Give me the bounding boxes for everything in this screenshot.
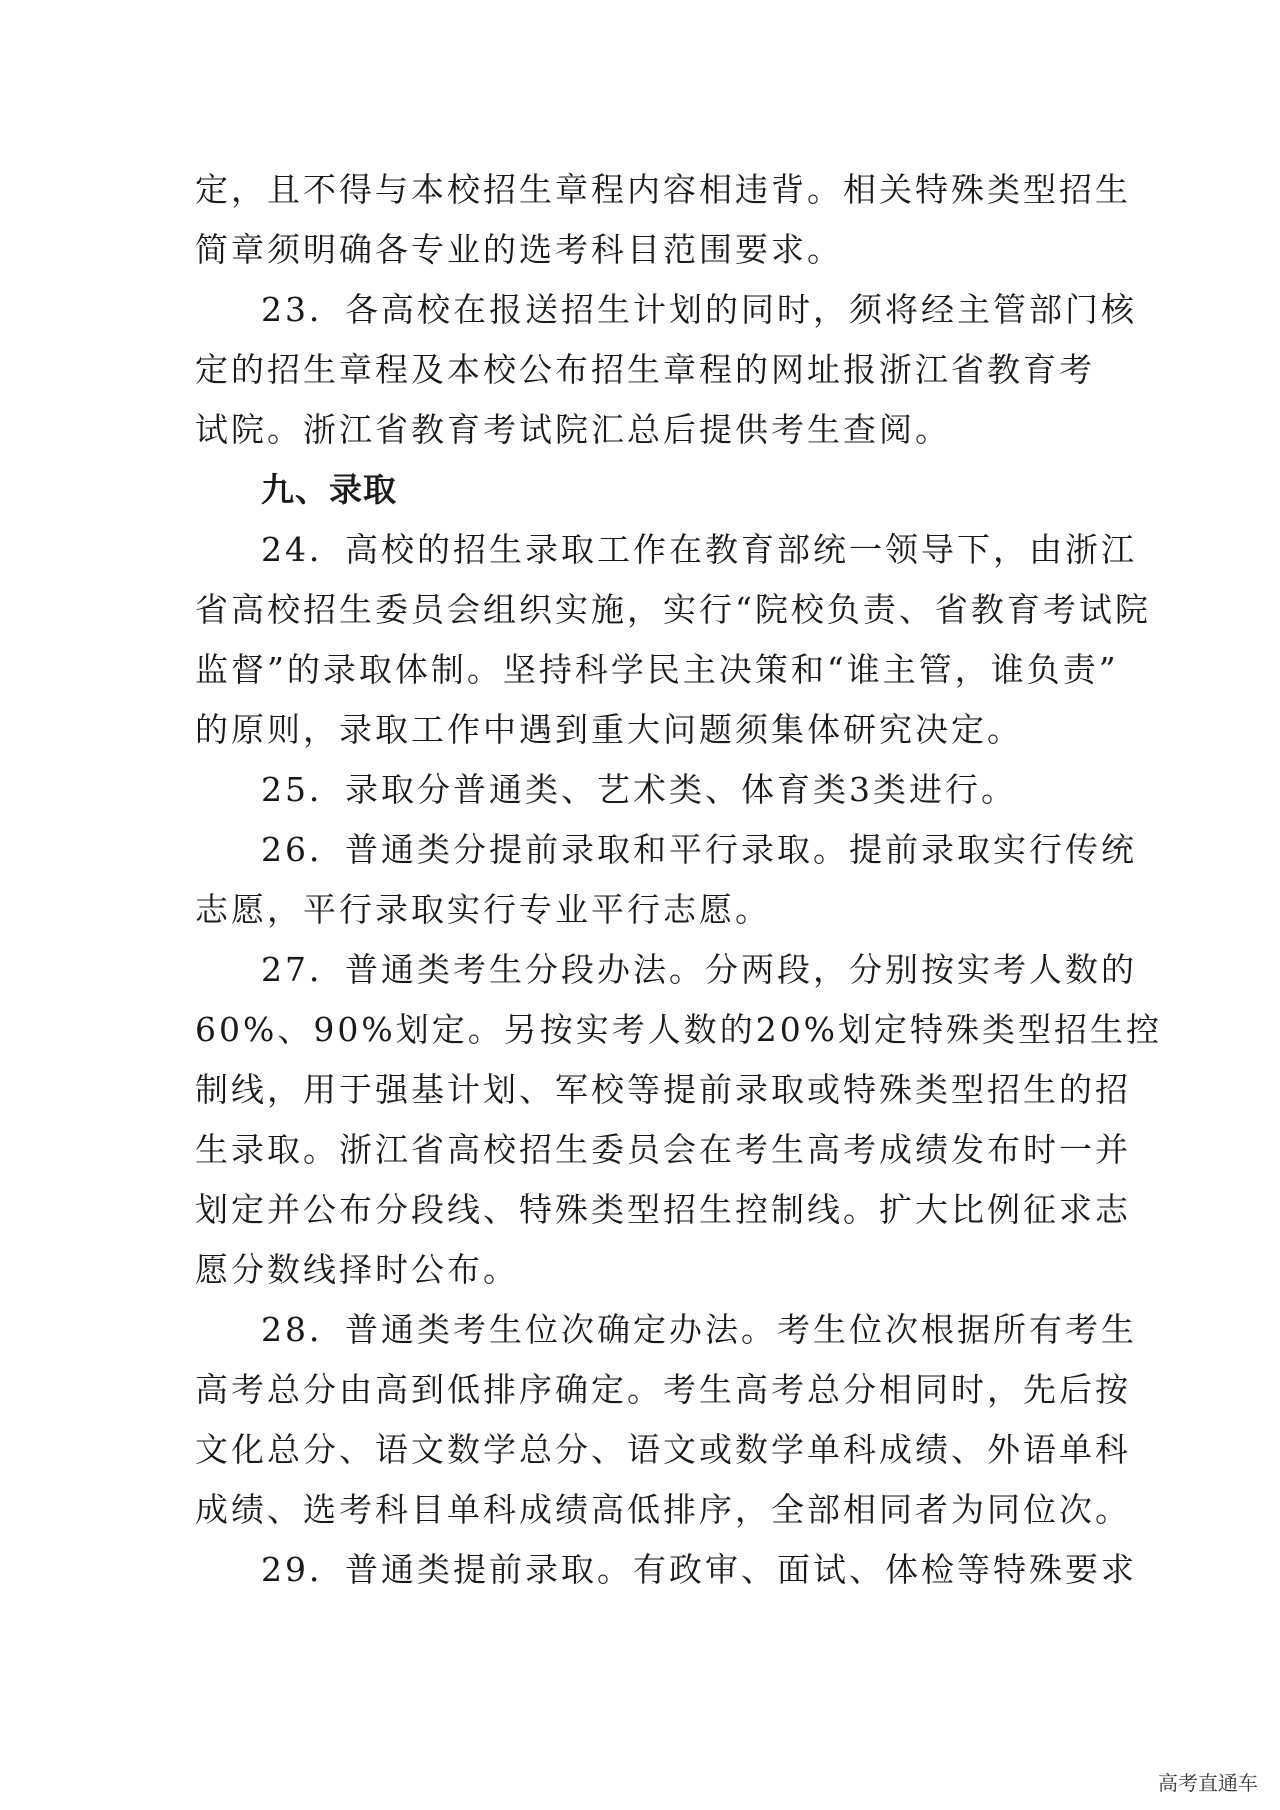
text-line: 省高校招生委员会组织实施，实行“院校负责、省教育考试院	[195, 590, 1151, 629]
paragraph-27-start: 27．普通类考生分段办法。分两段，分别按实考人数的	[261, 950, 1137, 989]
text-line: 生录取。浙江省高校招生委员会在考生高考成绩发布时一并	[195, 1130, 1131, 1169]
paragraph-24-start: 24．高校的招生录取工作在教育部统一领导下，由浙江	[261, 530, 1137, 569]
paragraph-23-start: 23．各高校在报送招生计划的同时，须将经主管部门核	[261, 290, 1137, 329]
text-line: 60%、90%划定。另按实考人数的20%划定特殊类型招生控	[195, 1010, 1163, 1049]
text-line: 愿分数线择时公布。	[195, 1250, 519, 1289]
section-heading: 九、录取	[261, 470, 397, 509]
text-line: 监督”的录取体制。坚持科学民主决策和“谁主管，谁负责”	[195, 650, 1119, 689]
text-line: 的原则，录取工作中遇到重大问题须集体研究决定。	[195, 710, 1023, 749]
text-line: 志愿，平行录取实行专业平行志愿。	[195, 890, 771, 929]
text-line: 文化总分、语文数学总分、语文或数学单科成绩、外语单科	[195, 1430, 1131, 1469]
text-line: 试院。浙江省教育考试院汇总后提供考生查阅。	[195, 410, 951, 449]
text-line: 定的招生章程及本校公布招生章程的网址报浙江省教育考	[195, 350, 1095, 389]
text-line: 简章须明确各专业的选考科目范围要求。	[195, 230, 843, 269]
paragraph-28-start: 28．普通类考生位次确定办法。考生位次根据所有考生	[261, 1310, 1137, 1349]
text-line: 划定并公布分段线、特殊类型招生控制线。扩大比例征求志	[195, 1190, 1131, 1229]
text-line: 制线，用于强基计划、军校等提前录取或特殊类型招生的招	[195, 1070, 1131, 1109]
paragraph-25: 25．录取分普通类、艺术类、体育类3类进行。	[261, 770, 1017, 809]
text-line: 定，且不得与本校招生章程内容相违背。相关特殊类型招生	[195, 170, 1131, 209]
document-page	[195, 160, 1163, 1600]
paragraph-26-start: 26．普通类分提前录取和平行录取。提前录取实行传统	[261, 830, 1137, 869]
paragraph-29-start: 29．普通类提前录取。有政审、面试、体检等特殊要求	[261, 1550, 1137, 1589]
text-line: 成绩、选考科目单科成绩高低排序，全部相同者为同位次。	[195, 1490, 1131, 1529]
text-line: 高考总分由高到低排序确定。考生高考总分相同时，先后按	[195, 1370, 1131, 1409]
watermark: 高考直通车	[1158, 1771, 1258, 1795]
